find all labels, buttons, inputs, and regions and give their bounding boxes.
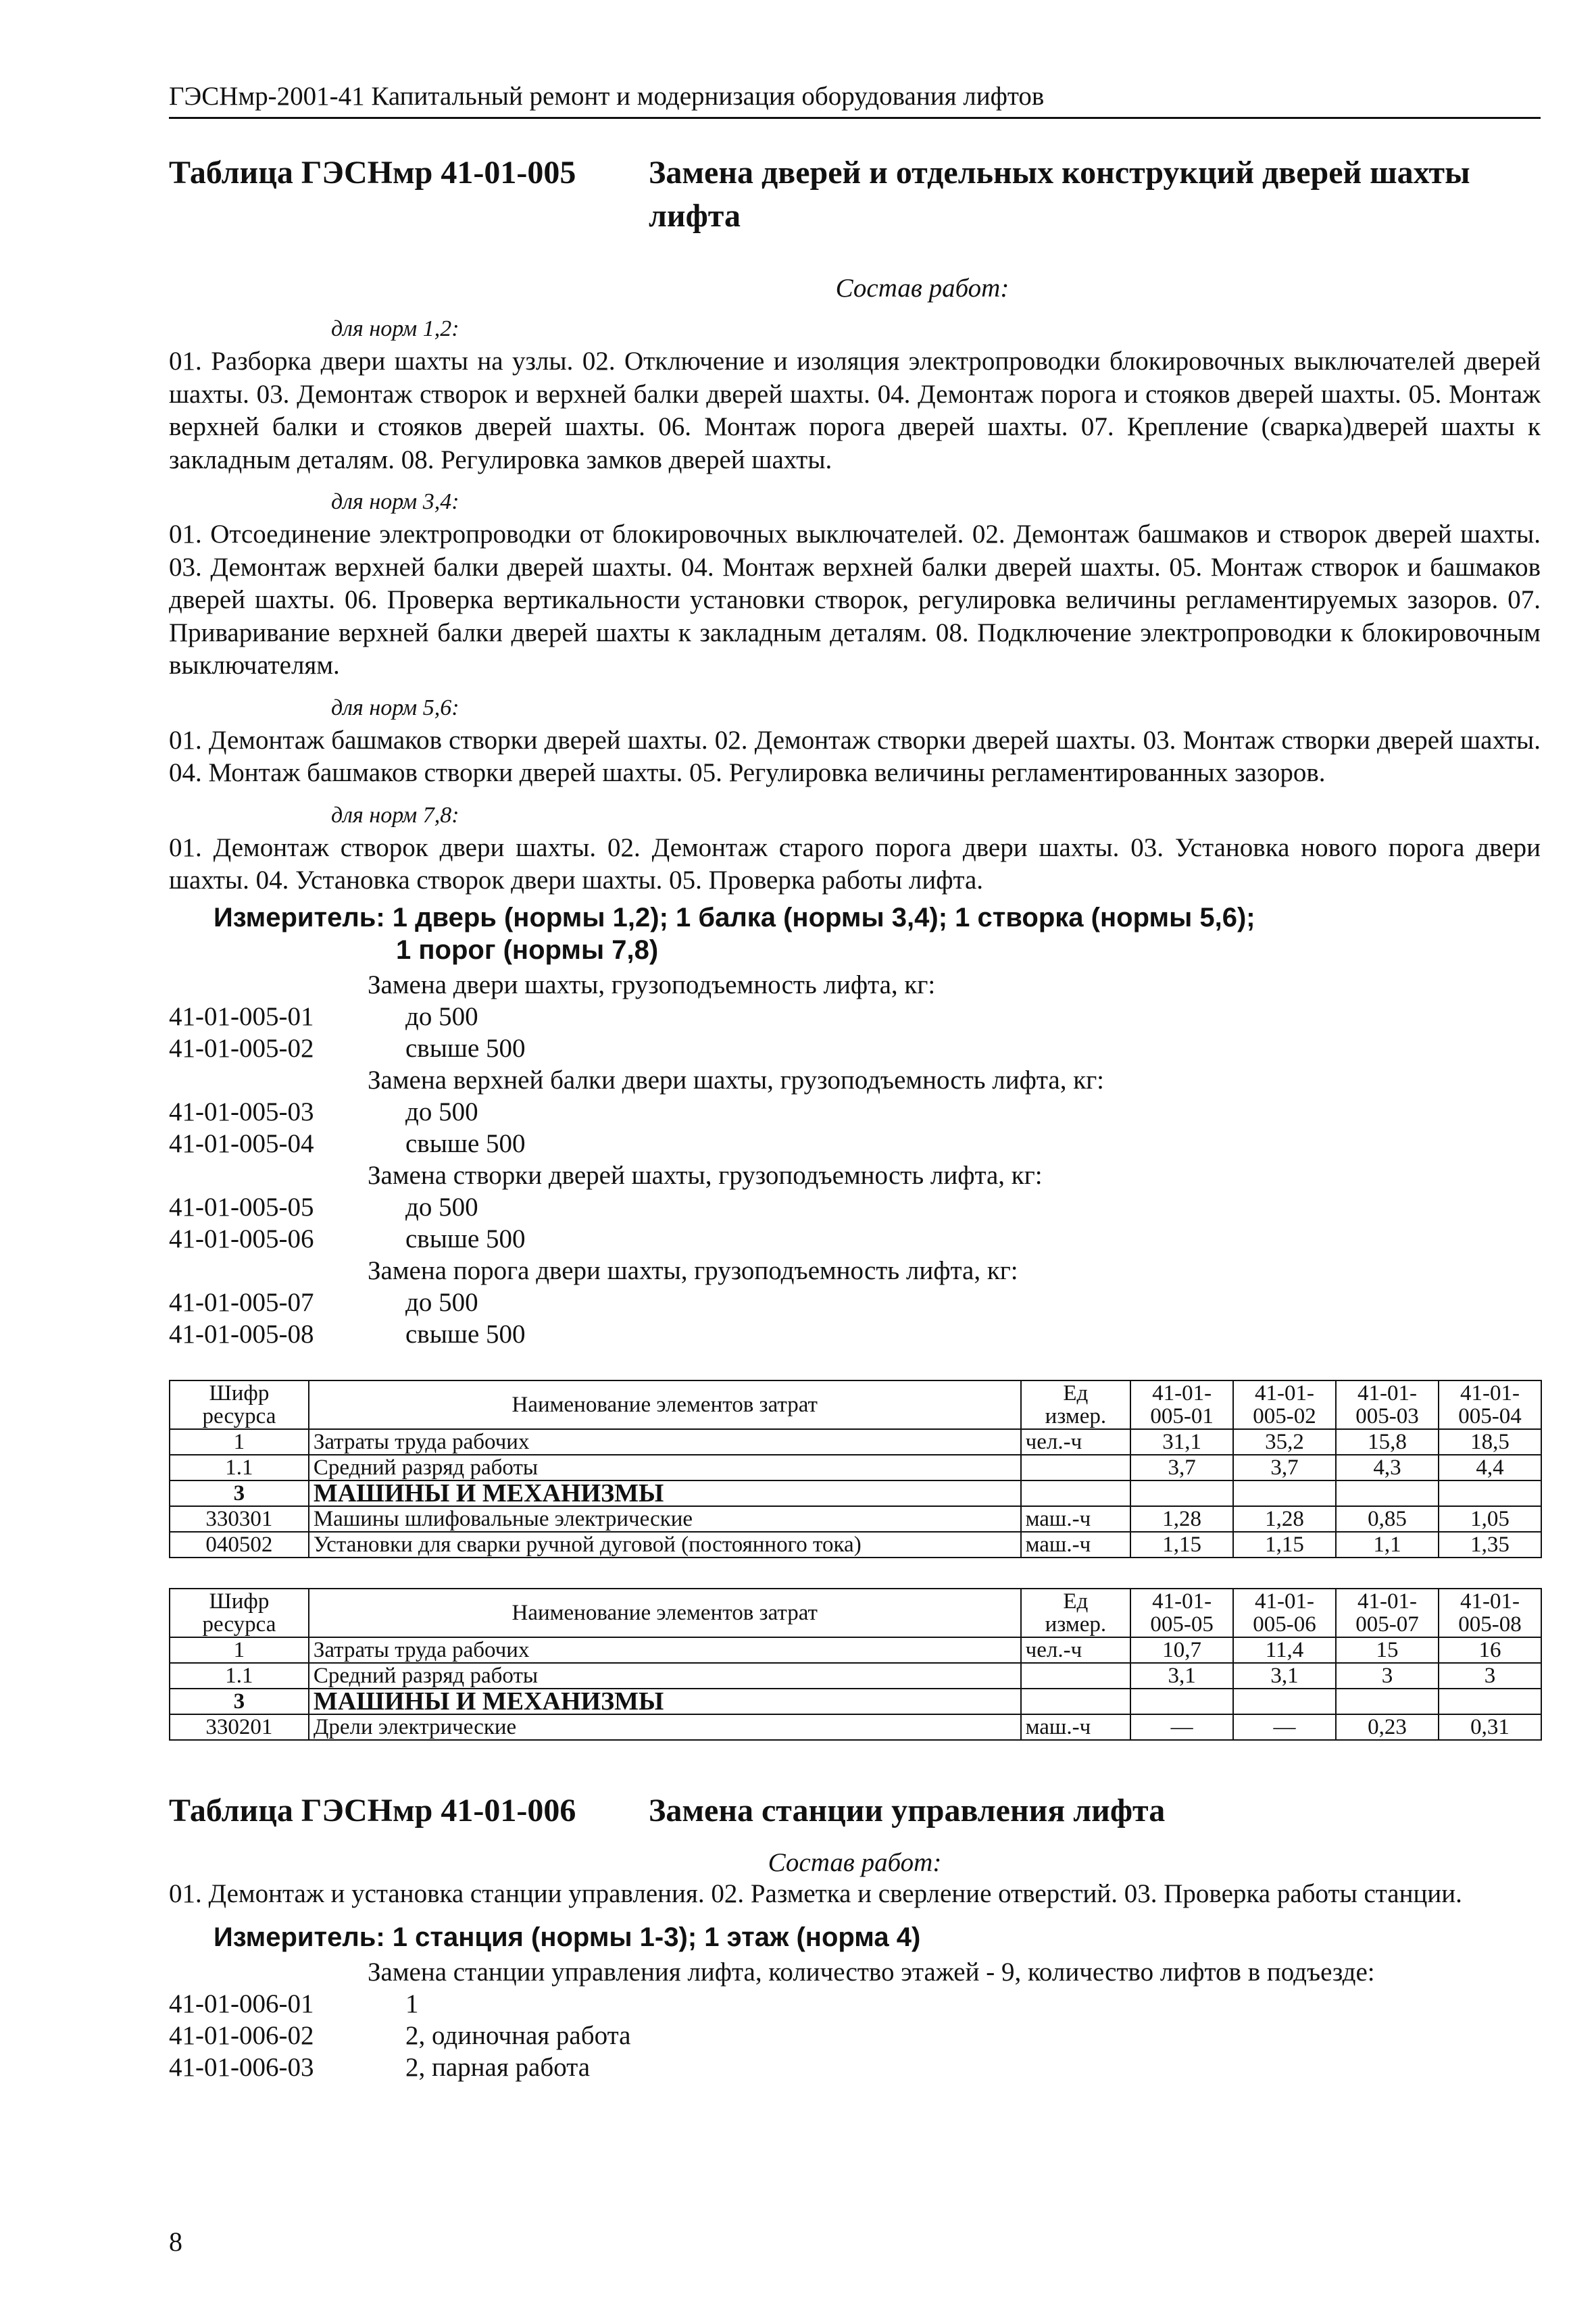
header-norm-code-1: 41-01- (1460, 1589, 1520, 1614)
resource-value: 4,4 (1439, 1455, 1541, 1480)
resource-value: 35,2 (1233, 1429, 1336, 1455)
header-shifr-1: Шифр (209, 1589, 270, 1614)
resource-value: 4,3 (1336, 1455, 1439, 1480)
header-unit-2: измер. (1045, 1403, 1107, 1428)
resource-value: 1,35 (1439, 1532, 1541, 1558)
norm-scope-label: для норм 5,6: (331, 695, 459, 720)
resource-value: 16 (1439, 1637, 1541, 1663)
resource-table-header (170, 1589, 1541, 1637)
header-norm-code-1: 41-01- (1255, 1589, 1315, 1614)
resource-unit (1021, 1480, 1130, 1506)
table-row (170, 1532, 1541, 1558)
resource-value (1336, 1689, 1439, 1714)
measure-line-2: 1 порог (нормы 7,8) (396, 935, 659, 965)
norm-code: 41-01-006-03 (169, 2053, 314, 2082)
resource-name: Затраты труда рабочих (309, 1429, 1021, 1455)
resource-table-header (170, 1380, 1541, 1429)
header-name: Наименование элементов затрат (309, 1380, 1021, 1429)
resource-value: 0,85 (1336, 1506, 1439, 1532)
norm-label: до 500 (405, 1287, 478, 1317)
norm-group-title: Замена двери шахты, грузоподъемность лифта, кг: (368, 970, 936, 999)
running-header: ГЭСНмр-2001-41 Капитальный ремонт и модернизация оборудования лифтов (169, 81, 1541, 119)
norm-label: свыше 500 (405, 1319, 526, 1349)
table-title-2: Замена станции управления лифта (649, 1792, 1166, 1828)
work-composition-text: 01. Демонтаж створок двери шахты. 02. Демонтаж старого порога двери шахты. 03. Установка нового порога двери шахты. 04. Установка створок двери шахты. 05. Проверка работы лифта. (169, 832, 1541, 895)
norm-code: 41-01-005-05 (169, 1192, 314, 1222)
header-norm-code-2: 005-05 (1150, 1612, 1214, 1637)
resource-unit (1021, 1689, 1130, 1714)
norm-row (169, 1001, 1541, 1032)
header-norm-code (1439, 1380, 1541, 1429)
header-unit-1: Ед (1063, 1589, 1089, 1614)
work-composition-label: Состав работ: (835, 274, 1009, 303)
resource-value: 1,1 (1336, 1532, 1439, 1558)
table-row (170, 1480, 1541, 1506)
resource-value: 1,05 (1439, 1506, 1541, 1532)
resource-table (169, 1380, 1542, 1558)
resource-unit: маш.-ч (1021, 1714, 1130, 1740)
resource-unit: маш.-ч (1021, 1532, 1130, 1558)
header-norm-code (1336, 1589, 1439, 1637)
resource-value: 3 (1439, 1663, 1541, 1689)
header-norm-code-2: 005-01 (1150, 1403, 1214, 1428)
resource-value: 3,1 (1233, 1663, 1336, 1689)
measure-line-2-1: Измеритель: 1 станция (нормы 1-3); 1 этаж (норма 4) (214, 1922, 921, 1952)
norm-scope-label: для норм 7,8: (331, 802, 459, 828)
norm-code: 41-01-006-01 (169, 1989, 314, 2018)
norm-code: 41-01-005-06 (169, 1224, 314, 1253)
norm-code: 41-01-005-02 (169, 1033, 314, 1063)
header-shifr-2: ресурса (202, 1612, 276, 1637)
resource-unit (1021, 1455, 1130, 1480)
header-norm-code (1233, 1589, 1336, 1637)
norm-group-title: Замена верхней балки двери шахты, грузоподъемность лифта, кг: (368, 1065, 1105, 1095)
header-norm-code (1233, 1380, 1336, 1429)
table-title: Замена дверей и отдельных конструкций дверей шахты лифта (649, 155, 1470, 234)
resource-code: 3 (170, 1689, 309, 1714)
header-unit-2: измер. (1045, 1612, 1107, 1637)
resource-unit: маш.-ч (1021, 1506, 1130, 1532)
norm-scope-label: для норм 3,4: (331, 489, 459, 514)
measure-unit (214, 901, 1541, 966)
resource-code: 1 (170, 1429, 309, 1455)
header-norm-code-1: 41-01- (1152, 1589, 1212, 1614)
table-code: Таблица ГЭСНмр 41-01-005 (169, 155, 576, 191)
table-heading (169, 151, 1541, 238)
table-row (170, 1455, 1541, 1480)
resource-value: 15 (1336, 1637, 1439, 1663)
table-row (170, 1689, 1541, 1714)
resource-name: МАШИНЫ И МЕХАНИЗМЫ (309, 1480, 1021, 1506)
norm-row (169, 1191, 1541, 1223)
resource-code: 040502 (170, 1532, 309, 1558)
header-shifr-1: Шифр (209, 1380, 270, 1405)
norm-code: 41-01-005-07 (169, 1287, 314, 1317)
norm-code: 41-01-005-08 (169, 1319, 314, 1349)
header-shifr-2: ресурса (202, 1403, 276, 1428)
header-norm-code-1: 41-01- (1255, 1380, 1315, 1405)
norm-row (169, 1223, 1541, 1255)
norm-code: 41-01-005-01 (169, 1001, 314, 1031)
resource-value (1233, 1689, 1336, 1714)
resource-name: Дрели электрические (309, 1714, 1021, 1740)
resource-code: 1 (170, 1637, 309, 1663)
norm-group-title: Замена порога двери шахты, грузоподъемность лифта, кг: (368, 1255, 1018, 1285)
header-norm-code (1439, 1589, 1541, 1637)
header-norm-code-2: 005-06 (1253, 1612, 1316, 1637)
resource-value: 1,15 (1130, 1532, 1233, 1558)
norm-label: до 500 (405, 1001, 478, 1031)
resource-code: 3 (170, 1480, 309, 1506)
resource-value: — (1233, 1714, 1336, 1740)
resource-name: Средний разряд работы (309, 1663, 1021, 1689)
header-unit-1: Ед (1063, 1380, 1089, 1405)
resource-code: 1.1 (170, 1455, 309, 1480)
norm-label: 2, парная работа (405, 2053, 591, 2082)
norm-code: 41-01-005-03 (169, 1097, 314, 1126)
header-norm-code-2: 005-08 (1458, 1612, 1522, 1637)
resource-code: 330301 (170, 1506, 309, 1532)
norm-row (169, 2051, 1541, 2083)
resource-value (1439, 1689, 1541, 1714)
work-composition-text: 01. Разборка двери шахты на узлы. 02. Отключение и изоляция электропроводки блокировочных выключателей дверей шахты. 03. Демонтаж створок и верхней балки дверей шахты. 04. Демонтаж порога и стояков дверей шахты. 05. Монтаж верхней балки и стояков дверей шахты. 06. Монтаж порога дверей шахты. 07. Крепление (сварка)дверей шахты к закладным деталям. 08. Регулировка замков дверей шахты. (169, 347, 1541, 474)
table-row (170, 1714, 1541, 1740)
work-composition-text-2: 01. Демонтаж и установка станции управления. 02. Разметка и сверление отверстий. 03. Проверка работы станции. (169, 1878, 1462, 1908)
norm-code: 41-01-005-04 (169, 1128, 314, 1158)
norm-row (169, 1287, 1541, 1318)
page-number: 8 (169, 2226, 182, 2257)
norm-label: до 500 (405, 1097, 478, 1126)
resource-value: 31,1 (1130, 1429, 1233, 1455)
resource-value (1233, 1480, 1336, 1506)
resource-value: — (1130, 1714, 1233, 1740)
measure-unit-2 (214, 1921, 1541, 1953)
norm-row (169, 1128, 1541, 1160)
work-composition-label-2: Состав работ: (768, 1847, 942, 1877)
norm-row (169, 1032, 1541, 1064)
header-name: Наименование элементов затрат (309, 1589, 1021, 1637)
header-norm-code-2: 005-02 (1253, 1403, 1316, 1428)
measure-line-1: Измеритель: 1 дверь (нормы 1,2); 1 балка (нормы 3,4); 1 створка (нормы 5,6); (214, 902, 1255, 932)
resource-name: Затраты труда рабочих (309, 1637, 1021, 1663)
norm-row (169, 1988, 1541, 2020)
table-row (170, 1637, 1541, 1663)
header-shifr (170, 1589, 309, 1637)
table-row (170, 1663, 1541, 1689)
resource-value: 10,7 (1130, 1637, 1233, 1663)
norm-row (169, 1318, 1541, 1350)
header-norm-code-1: 41-01- (1460, 1380, 1520, 1405)
norm-label: до 500 (405, 1192, 478, 1222)
norm-row (169, 1096, 1541, 1128)
table-code-2: Таблица ГЭСНмр 41-01-006 (169, 1792, 576, 1828)
norm-group-title: Замена станции управления лифта, количество этажей - 9, количество лифтов в подъезде: (368, 1958, 1375, 1987)
resource-code: 1.1 (170, 1663, 309, 1689)
header-norm-code-1: 41-01- (1357, 1589, 1417, 1614)
norm-group-title: Замена створки дверей шахты, грузоподъемность лифта, кг: (368, 1160, 1043, 1190)
resource-value: 15,8 (1336, 1429, 1439, 1455)
resource-value: 3,7 (1233, 1455, 1336, 1480)
document-page (169, 81, 1541, 2083)
norm-code: 41-01-006-02 (169, 2021, 314, 2050)
resource-value: 18,5 (1439, 1429, 1541, 1455)
resource-unit (1021, 1663, 1130, 1689)
resource-value: 11,4 (1233, 1637, 1336, 1663)
resource-value: 3 (1336, 1663, 1439, 1689)
norm-label: свыше 500 (405, 1224, 526, 1253)
table-row (170, 1429, 1541, 1455)
norm-label: 1 (405, 1989, 419, 2018)
header-unit (1021, 1589, 1130, 1637)
norm-codes-list (169, 969, 1541, 1350)
norm-scope-label: для норм 1,2: (331, 316, 459, 341)
resource-value: 3,7 (1130, 1455, 1233, 1480)
resource-name: Машины шлифовальные электрические (309, 1506, 1021, 1532)
header-shifr (170, 1380, 309, 1429)
work-composition-sections (169, 313, 1541, 897)
resource-value: 0,31 (1439, 1714, 1541, 1740)
table-heading-2 (169, 1789, 1541, 1833)
resource-value: 0,23 (1336, 1714, 1439, 1740)
header-norm-code-2: 005-04 (1458, 1403, 1522, 1428)
header-norm-code (1130, 1380, 1233, 1429)
header-norm-code-1: 41-01- (1357, 1380, 1417, 1405)
resource-tables (169, 1380, 1541, 1741)
norm-codes-list-2 (169, 1956, 1541, 2083)
work-composition-text: 01. Отсоединение электропроводки от блокировочных выключателей. 02. Демонтаж башмаков и створок дверей шахты. 03. Демонтаж верхней балки дверей шахты. 04. Монтаж верхней балки дверей шахты. 05. Монтаж створок и башмаков дверей шахты. 06. Проверка вертикальности установки створок, регулировка величины регламентируемых зазоров. 07. Приваривание верхней балки дверей шахты к закладным деталям. 08. Подключение электропроводки к блокировочным выключателям. (169, 520, 1541, 680)
work-composition-text: 01. Демонтаж башмаков створки дверей шахты. 02. Демонтаж створки дверей шахты. 03. Монтаж створки дверей шахты. 04. Монтаж башмаков створки дверей шахты. 05. Регулировка величины регламентированных зазоров. (169, 725, 1541, 787)
table-row (170, 1506, 1541, 1532)
header-norm-code-2: 005-07 (1355, 1612, 1419, 1637)
resource-name: МАШИНЫ И МЕХАНИЗМЫ (309, 1689, 1021, 1714)
resource-table (169, 1588, 1542, 1741)
header-norm-code (1130, 1589, 1233, 1637)
norm-label: свыше 500 (405, 1033, 526, 1063)
resource-code: 330201 (170, 1714, 309, 1740)
norm-label: 2, одиночная работа (405, 2021, 631, 2050)
resource-unit: чел.-ч (1021, 1429, 1130, 1455)
resource-value: 3,1 (1130, 1663, 1233, 1689)
resource-value (1336, 1480, 1439, 1506)
norm-label: свыше 500 (405, 1128, 526, 1158)
header-unit (1021, 1380, 1130, 1429)
norm-row (169, 2020, 1541, 2051)
header-norm-code-2: 005-03 (1355, 1403, 1419, 1428)
resource-value: 1,15 (1233, 1532, 1336, 1558)
resource-value (1439, 1480, 1541, 1506)
resource-name: Установки для сварки ручной дуговой (постоянного тока) (309, 1532, 1021, 1558)
resource-value: 1,28 (1233, 1506, 1336, 1532)
header-norm-code (1336, 1380, 1439, 1429)
resource-name: Средний разряд работы (309, 1455, 1021, 1480)
resource-value: 1,28 (1130, 1506, 1233, 1532)
resource-unit: чел.-ч (1021, 1637, 1130, 1663)
header-norm-code-1: 41-01- (1152, 1380, 1212, 1405)
resource-value (1130, 1689, 1233, 1714)
resource-value (1130, 1480, 1233, 1506)
